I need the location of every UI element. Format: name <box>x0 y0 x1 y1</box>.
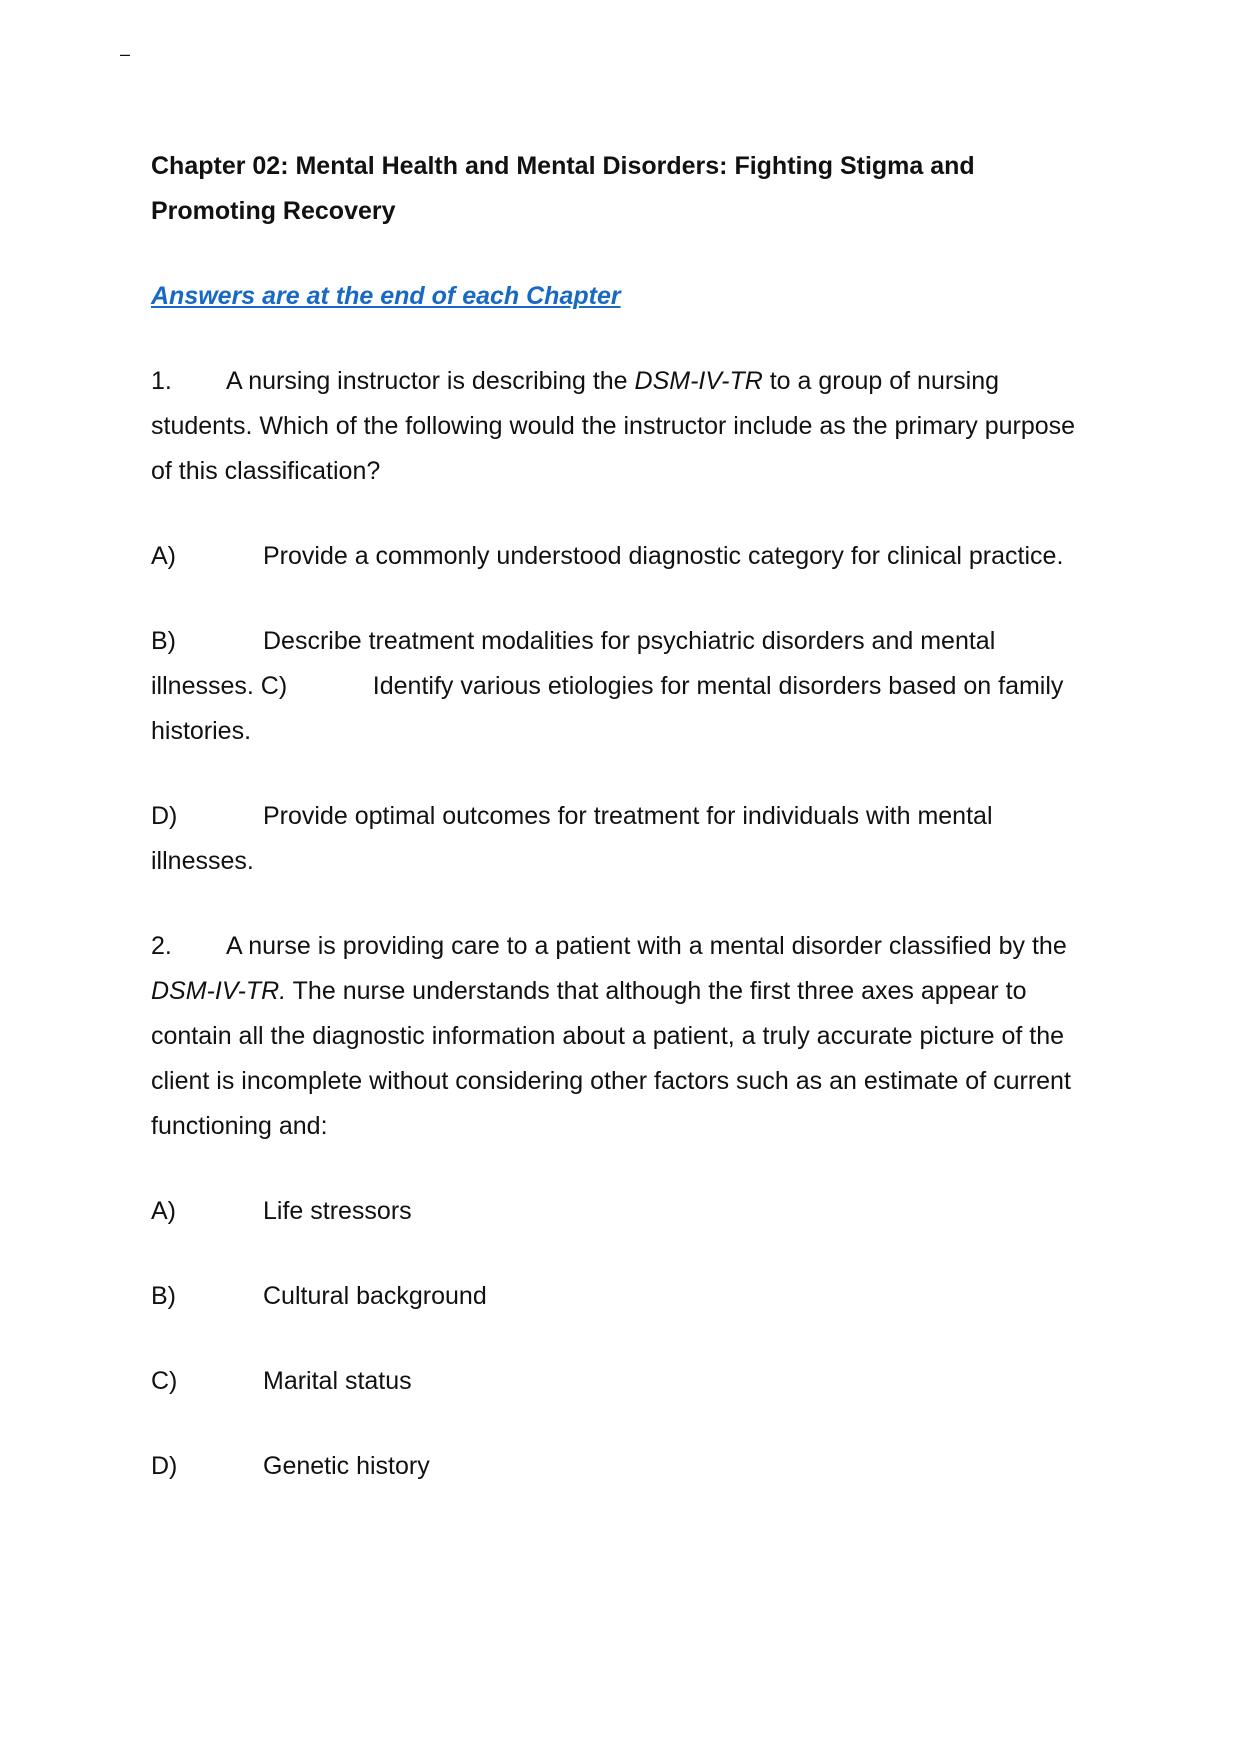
question-2-stem <box>151 924 1091 1149</box>
question-2-option-b <box>151 1274 1091 1319</box>
option-label: A) <box>151 1197 176 1225</box>
option-label: C) <box>260 672 288 700</box>
question-1-option-a <box>151 534 1091 579</box>
question-number: 2. <box>151 932 172 960</box>
option-label: B) <box>151 1282 176 1310</box>
question-2-option-d <box>151 1444 1091 1489</box>
question-text: A nurse is providing care to a patient with a mental disorder classified by the <box>226 932 1067 960</box>
question-text: A nursing instructor is describing the <box>226 367 635 395</box>
question-text: to a group of nursing students. Which of the following would the instructor include as the primary purpose of this classification? <box>151 367 1076 485</box>
question-1-option-b-c <box>151 619 1091 754</box>
option-text: Life stressors <box>263 1197 412 1225</box>
question-text-italic: DSM-IV-TR <box>634 367 763 395</box>
option-label: B) <box>151 627 176 655</box>
option-text: Provide a commonly understood diagnostic category for clinical practice. <box>263 542 1064 570</box>
question-text-italic: DSM-IV-TR. <box>151 977 287 1005</box>
answers-link[interactable]: Answers are at the end of each Chapter <box>151 282 621 310</box>
option-text: Provide optimal outcomes for treatment for individuals with mental illnesses. <box>151 802 993 875</box>
option-label: C) <box>151 1367 178 1395</box>
corner-mark: – <box>120 44 131 64</box>
question-1-stem <box>151 359 1091 494</box>
option-label: A) <box>151 542 176 570</box>
document-page <box>151 144 1091 1489</box>
question-2-option-a <box>151 1189 1091 1234</box>
question-number: 1. <box>151 367 172 395</box>
question-2-option-c <box>151 1359 1091 1404</box>
option-text: Identify various etiologies for mental disorders based on family histories. <box>151 672 1064 745</box>
option-text: Describe treatment modalities for psychiatric disorders and mental illnesses. <box>151 627 996 700</box>
chapter-title: Chapter 02: Mental Health and Mental Disorders: Fighting Stigma and Promoting Recovery <box>151 152 975 225</box>
option-text: Genetic history <box>263 1452 430 1480</box>
option-text: Cultural background <box>263 1282 487 1310</box>
option-text: Marital status <box>263 1367 412 1395</box>
option-label: D) <box>151 802 178 830</box>
question-text: The nurse understands that although the first three axes appear to contain all the diagnostic information about a patient, a truly accurate picture of the client is incomplete without considering other factors such as an estimate of current functioning and: <box>151 977 1071 1140</box>
option-label: D) <box>151 1452 178 1480</box>
question-1-option-d <box>151 794 1091 884</box>
